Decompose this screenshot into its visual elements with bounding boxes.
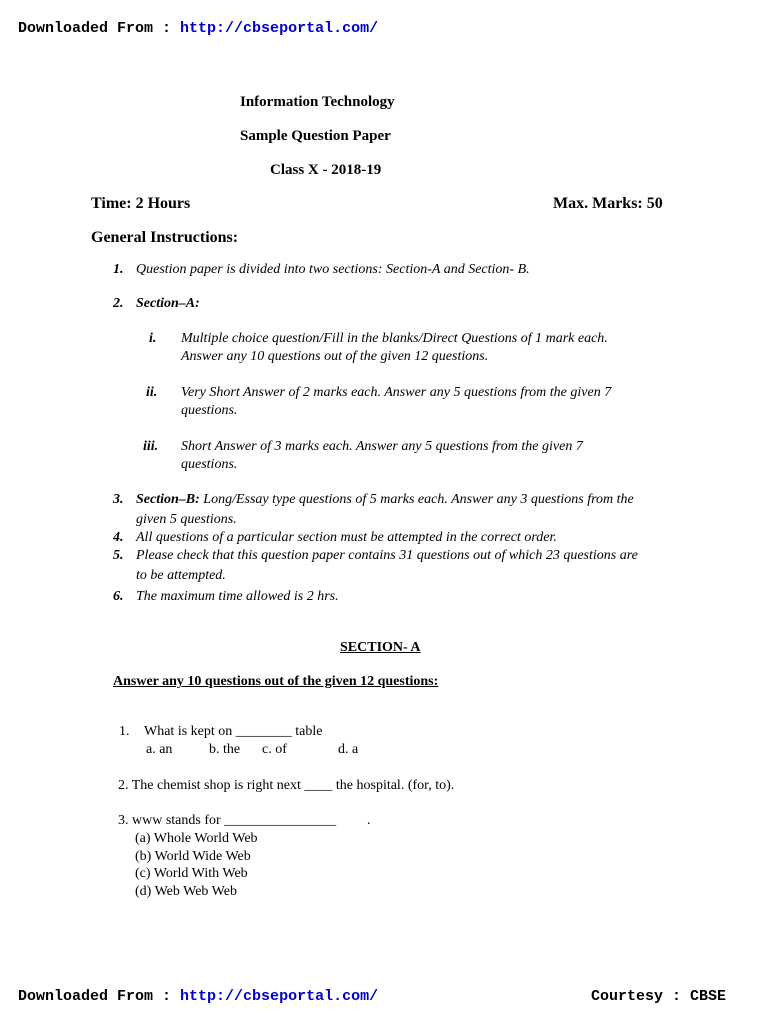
question-1-option-b: b. the xyxy=(209,742,241,757)
section-a-heading: SECTION- A xyxy=(340,640,421,655)
instruction-5-line1: Please check that this question paper contains 31 questions out of which 23 questions are xyxy=(136,548,638,563)
instruction-1-number: 1. xyxy=(113,262,124,277)
instruction-4-number: 4. xyxy=(113,530,124,545)
question-3-text: 3. www stands for ________________ xyxy=(118,813,337,828)
sub-instruction-iii-line2: questions. xyxy=(181,457,238,472)
question-1-text: What is kept on ________ table xyxy=(144,724,323,739)
header xyxy=(18,20,378,37)
instruction-4-text: All questions of a particular section must be attempted in the correct order. xyxy=(136,530,557,545)
title-subject: Information Technology xyxy=(240,94,395,110)
header-url-link[interactable]: http://cbseportal.com/ xyxy=(180,20,379,37)
instruction-6-number: 6. xyxy=(113,589,124,604)
title-class: Class X - 2018-19 xyxy=(270,162,382,178)
question-3-option-c: (c) World With Web xyxy=(135,866,248,881)
instruction-2-text: Section–A: xyxy=(136,296,200,311)
instructions-heading: General Instructions: xyxy=(91,229,239,246)
section-a-subheading: Answer any 10 questions out of the given 12 questions: xyxy=(113,674,439,689)
sub-instruction-iii-number: iii. xyxy=(143,439,159,454)
footer-downloaded-label: Downloaded From : xyxy=(18,988,172,1005)
sub-instruction-i-line1: Multiple choice question/Fill in the blanks/Direct Questions of 1 mark each. xyxy=(181,331,608,346)
instruction-2-number: 2. xyxy=(113,296,124,311)
question-1-option-d: d. a xyxy=(338,742,359,757)
sub-instruction-i-number: i. xyxy=(149,331,157,346)
instruction-6-text: The maximum time allowed is 2 hrs. xyxy=(136,589,339,604)
question-3-period: . xyxy=(367,813,371,828)
instruction-3-text: Long/Essay type questions of 5 marks each. Answer any 3 questions from the xyxy=(199,492,634,507)
sub-instruction-iii-line1: Short Answer of 3 marks each. Answer any 5 questions from the given 7 xyxy=(181,439,583,454)
footer-url-link[interactable]: http://cbseportal.com/ xyxy=(180,988,379,1005)
time-allowed: Time: 2 Hours xyxy=(91,195,191,212)
header-downloaded-label: Downloaded From : xyxy=(18,20,172,37)
question-1-option-a: a. an xyxy=(146,742,173,757)
question-2-text: 2. The chemist shop is right next ____ the hospital. (for, to). xyxy=(118,778,455,793)
instruction-5-line2: to be attempted. xyxy=(136,568,226,583)
sub-instruction-i-line2: Answer any 10 questions out of the given 12 questions. xyxy=(181,349,489,364)
instruction-5-number: 5. xyxy=(113,548,124,563)
sub-instruction-ii-number: ii. xyxy=(146,385,158,400)
footer-courtesy: Courtesy : CBSE xyxy=(591,988,727,1005)
footer xyxy=(18,988,378,1005)
instruction-1-text: Question paper is divided into two sections: Section-A and Section- B. xyxy=(136,262,530,277)
title-paper: Sample Question Paper xyxy=(240,128,391,144)
sub-instruction-ii-line1: Very Short Answer of 2 marks each. Answer any 5 questions from the given 7 xyxy=(181,385,612,400)
question-1-option-c: c. of xyxy=(262,742,287,757)
instruction-3-line2: given 5 questions. xyxy=(136,512,237,527)
question-3-option-a: (a) Whole World Web xyxy=(135,831,258,846)
max-marks: Max. Marks: 50 xyxy=(553,195,663,212)
sub-instruction-ii-line2: questions. xyxy=(181,403,238,418)
question-1-number: 1. xyxy=(119,724,130,739)
question-3-option-d: (d) Web Web Web xyxy=(135,884,237,899)
instruction-3-line1 xyxy=(136,492,634,508)
question-3-option-b: (b) World Wide Web xyxy=(135,849,251,864)
instruction-3-number: 3. xyxy=(113,492,124,507)
instruction-3-label: Section–B: xyxy=(136,492,200,507)
